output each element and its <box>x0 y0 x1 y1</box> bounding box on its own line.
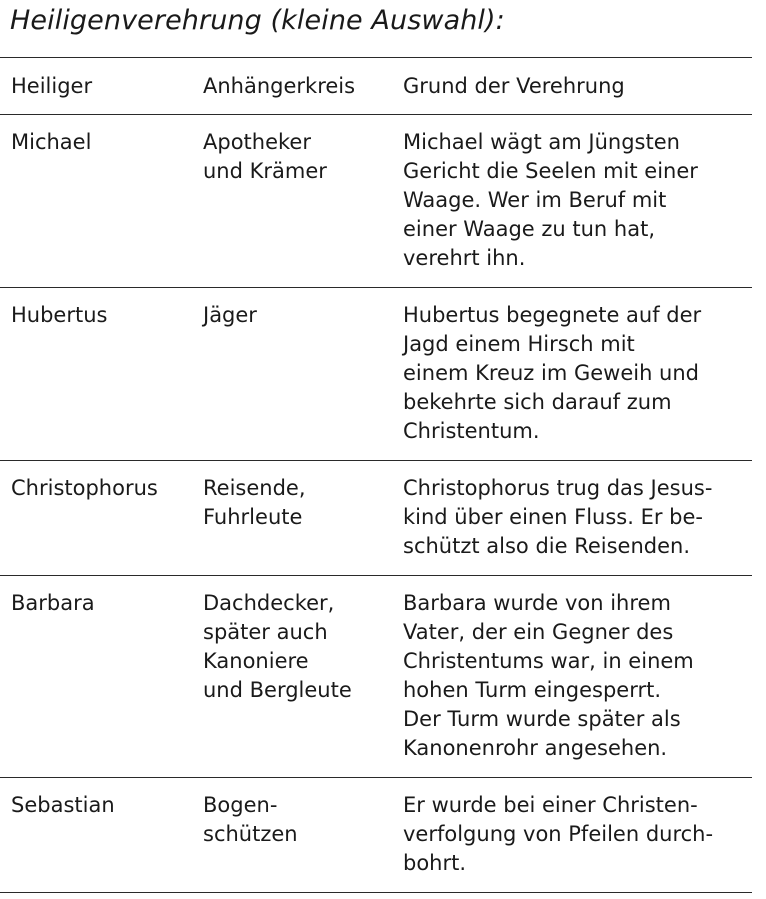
cell-line: verfolgung von Pfeilen durch- <box>403 822 714 846</box>
cell-line: Dachdecker, <box>203 591 335 615</box>
table-row <box>0 288 752 461</box>
cell-heiliger: Hubertus <box>0 288 192 461</box>
cell-line: bekehrte sich darauf zum <box>403 390 672 414</box>
cell-line: Kanoniere <box>203 649 309 673</box>
cell-line: hohen Turm eingesperrt. <box>403 678 662 702</box>
cell-line: Waage. Wer im Beruf mit <box>403 188 667 212</box>
cell-heiliger: Barbara <box>0 576 192 778</box>
cell-grund <box>392 461 752 576</box>
cell-line: und Bergleute <box>203 678 352 702</box>
cell-grund <box>392 778 752 893</box>
cell-line: kind über einen Fluss. Er be- <box>403 505 704 529</box>
cell-line: Kanonenrohr angesehen. <box>403 736 668 760</box>
cell-line: Christophorus trug das Jesus- <box>403 476 713 500</box>
column-header-heiliger: Heiliger <box>0 58 192 115</box>
cell-line: Reisende, <box>203 476 306 500</box>
table-body <box>0 115 752 893</box>
cell-line: Jagd einem Hirsch mit <box>403 332 635 356</box>
cell-heiliger: Sebastian <box>0 778 192 893</box>
cell-line: Hubertus begegnete auf der <box>403 303 702 327</box>
cell-grund <box>392 576 752 778</box>
cell-line: später auch <box>203 620 328 644</box>
saints-table <box>0 57 752 893</box>
cell-line: Gericht die Seelen mit einer <box>403 159 698 183</box>
cell-line: Fuhrleute <box>203 505 303 529</box>
cell-line: einer Waage zu tun hat, <box>403 217 655 241</box>
cell-line: Er wurde bei einer Christen- <box>403 793 698 817</box>
cell-anhaengerkreis <box>192 115 392 288</box>
cell-anhaengerkreis <box>192 288 392 461</box>
cell-line: und Krämer <box>203 159 327 183</box>
cell-line: Christentum. <box>403 419 540 443</box>
cell-anhaengerkreis <box>192 778 392 893</box>
cell-anhaengerkreis <box>192 576 392 778</box>
cell-anhaengerkreis <box>192 461 392 576</box>
cell-line: Christentums war, in einem <box>403 649 694 673</box>
cell-line: Vater, der ein Gegner des <box>403 620 674 644</box>
table-header-row <box>0 58 752 115</box>
cell-line: Jäger <box>203 303 257 327</box>
table-row <box>0 115 752 288</box>
cell-line: Bogen- <box>203 793 278 817</box>
cell-heiliger: Michael <box>0 115 192 288</box>
cell-grund <box>392 115 752 288</box>
cell-heiliger: Christophorus <box>0 461 192 576</box>
cell-line: bohrt. <box>403 851 467 875</box>
cell-line: Der Turm wurde später als <box>403 707 681 731</box>
cell-line: Michael wägt am Jüngsten <box>403 130 680 154</box>
cell-line: schützen <box>203 822 298 846</box>
cell-line: schützt also die Reisenden. <box>403 534 691 558</box>
cell-line: Apotheker <box>203 130 311 154</box>
cell-line: verehrt ihn. <box>403 246 526 270</box>
cell-line: einem Kreuz im Geweih und <box>403 361 700 385</box>
cell-grund <box>392 288 752 461</box>
page-title: Heiligenverehrung (kleine Auswahl): <box>10 5 505 36</box>
column-header-grund: Grund der Verehrung <box>392 58 752 115</box>
table-row <box>0 461 752 576</box>
cell-line: Barbara wurde von ihrem <box>403 591 671 615</box>
column-header-anhaengerkreis: Anhängerkreis <box>192 58 392 115</box>
table-row <box>0 576 752 778</box>
table-row <box>0 778 752 893</box>
